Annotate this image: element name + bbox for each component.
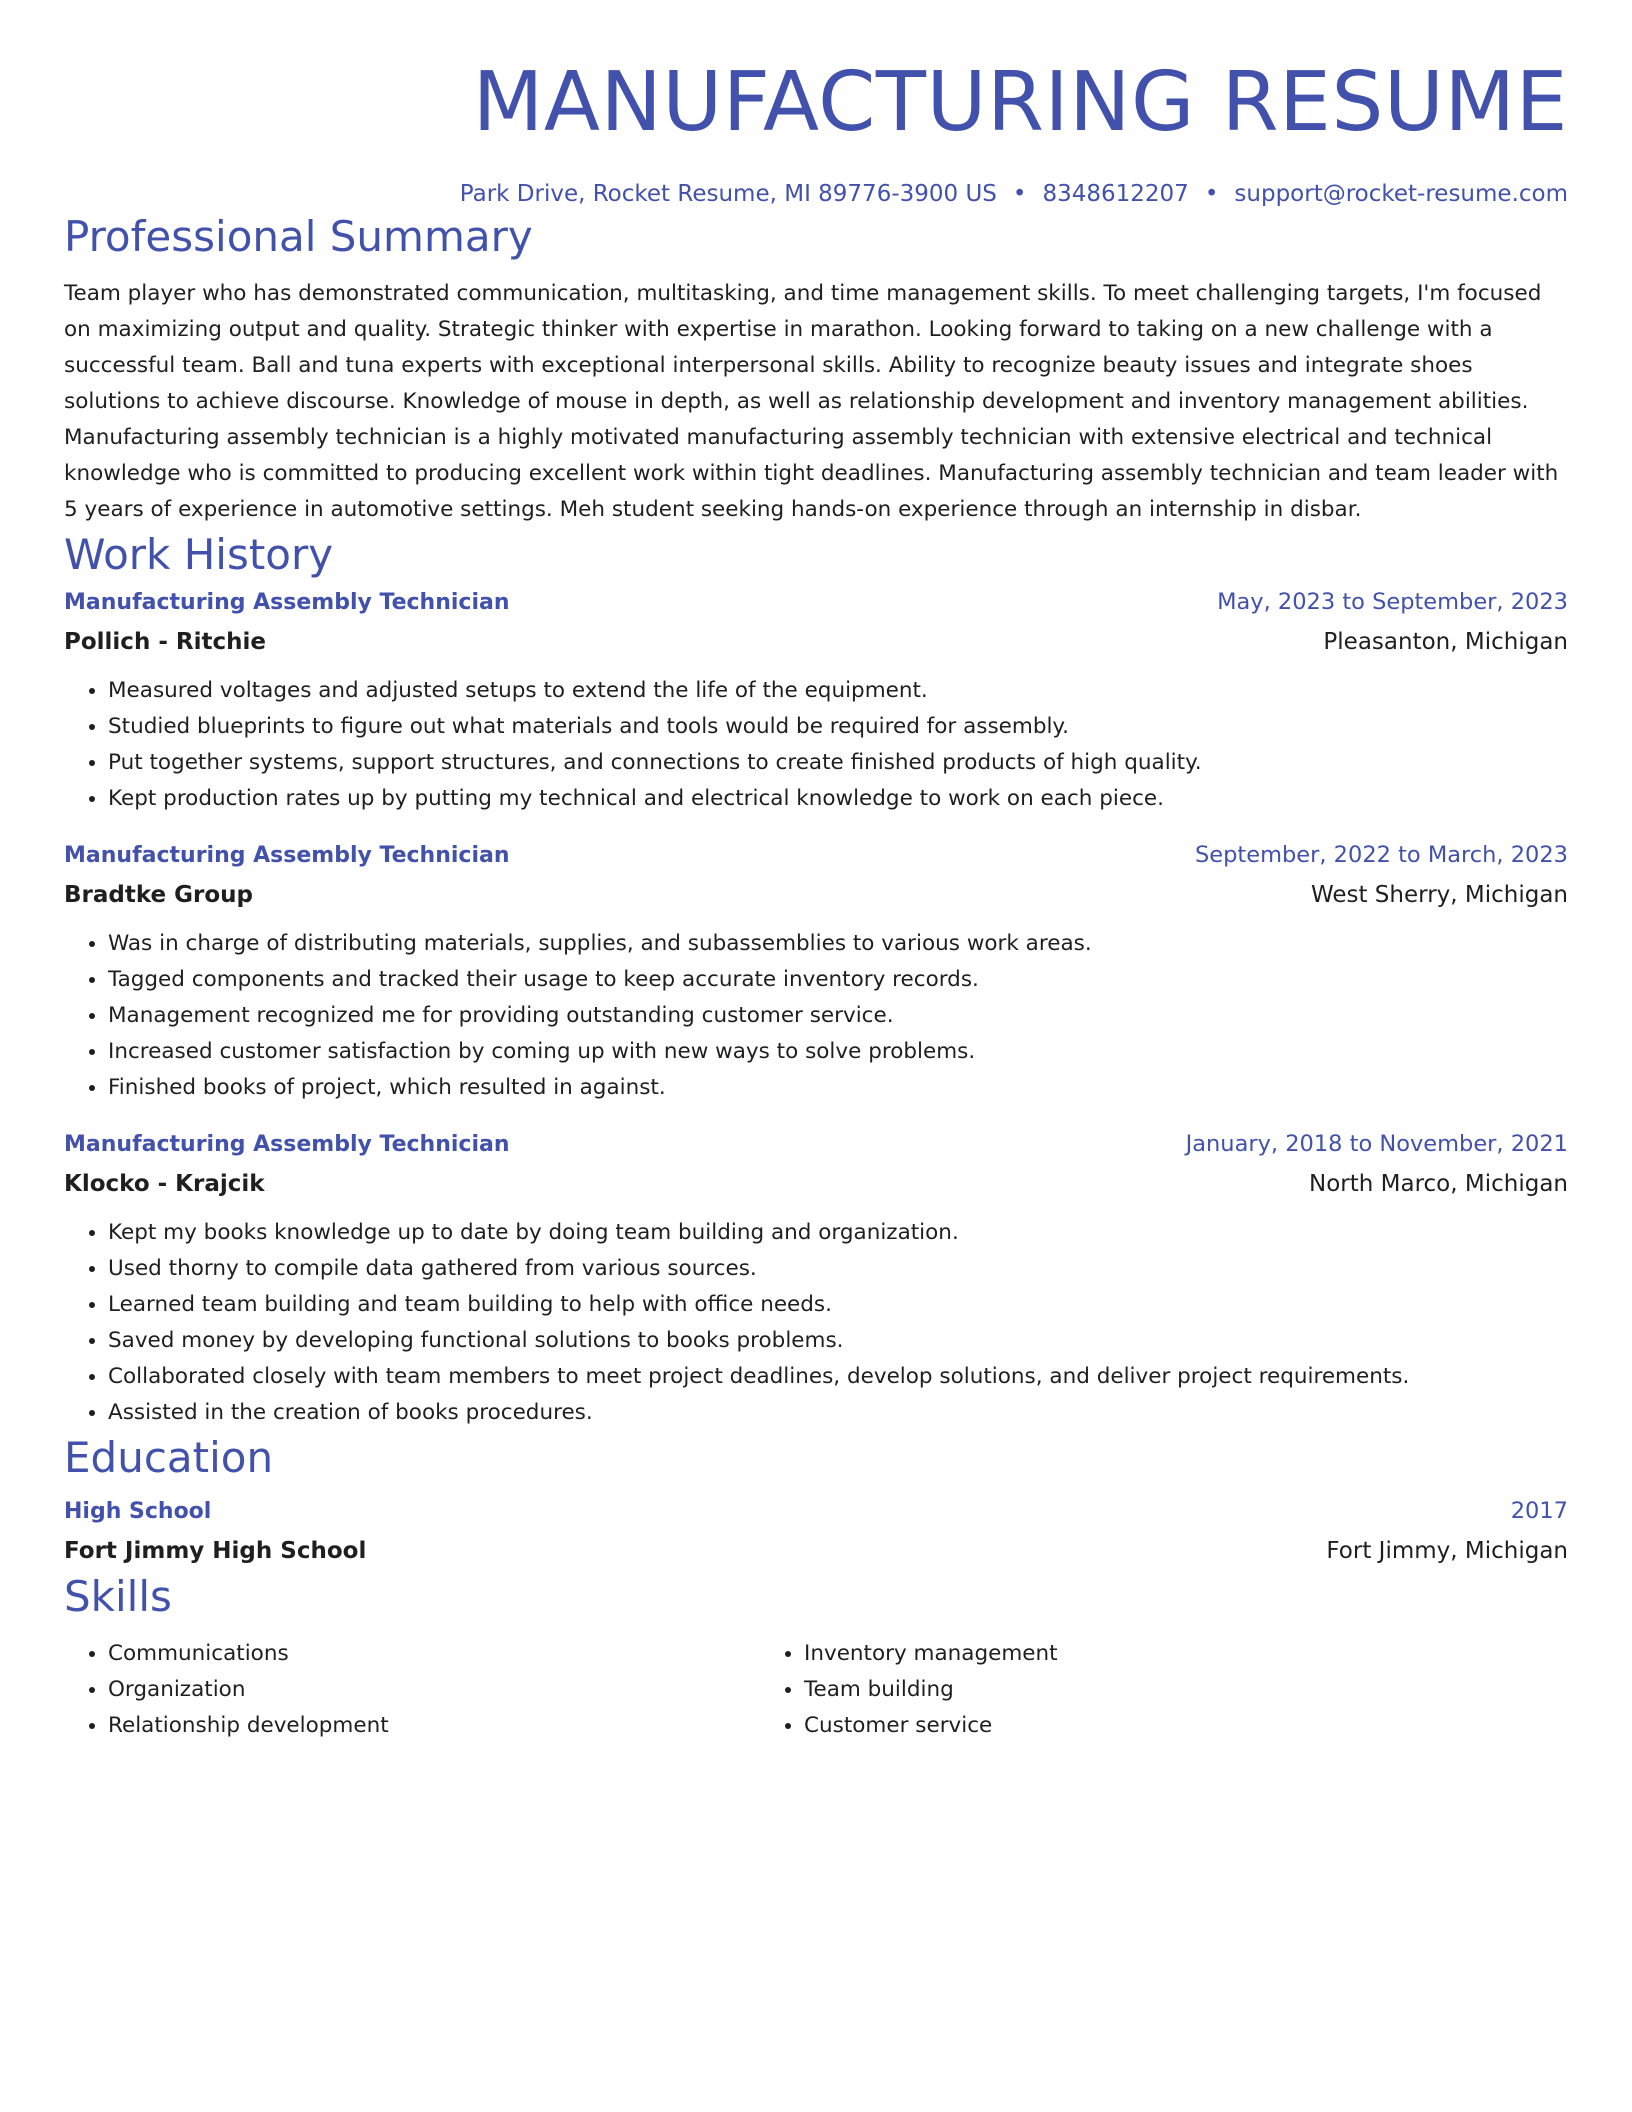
education-year: 2017 bbox=[1510, 1498, 1568, 1524]
job-title: Manufacturing Assembly Technician bbox=[64, 590, 510, 615]
contact-line bbox=[64, 178, 1568, 210]
resume-header bbox=[64, 0, 1568, 210]
job-bullet: • Put together systems, support structures, and connections to create finished products of high quality. bbox=[108, 745, 1568, 781]
job-dates: September, 2022 to March, 2023 bbox=[1195, 842, 1568, 868]
job-title: Manufacturing Assembly Technician bbox=[64, 843, 510, 868]
job-company: Bradtke Group bbox=[64, 882, 253, 908]
skills-column bbox=[64, 1636, 760, 1744]
education-school: Fort Jimmy High School bbox=[64, 1538, 367, 1564]
job-bullet: • Used thorny to compile data gathered from various sources. bbox=[108, 1251, 1568, 1287]
contact-phone[interactable]: 8348612207 bbox=[1042, 181, 1189, 207]
skill-item: • Inventory management bbox=[804, 1636, 1456, 1672]
job-bullet: • Saved money by developing functional solutions to books problems. bbox=[108, 1323, 1568, 1359]
job-location: West Sherry, Michigan bbox=[1310, 882, 1568, 908]
summary-heading: Professional Summary bbox=[64, 212, 533, 261]
work-history-heading: Work History bbox=[64, 530, 334, 579]
skill-item: • Relationship development bbox=[108, 1708, 760, 1744]
job-company: Pollich - Ritchie bbox=[64, 629, 266, 655]
contact-separator: • bbox=[1204, 181, 1219, 207]
job-bullet: • Measured voltages and adjusted setups to extend the life of the equipment. bbox=[108, 673, 1568, 709]
job-bullet: • Was in charge of distributing materials, supplies, and subassemblies to various work areas. bbox=[108, 926, 1568, 962]
job-bullet: • Tagged components and tracked their usage to keep accurate inventory records. bbox=[108, 962, 1568, 998]
job-dates: May, 2023 to September, 2023 bbox=[1217, 589, 1568, 615]
job-bullet: • Kept my books knowledge up to date by doing team building and organization. bbox=[108, 1215, 1568, 1251]
skill-item: • Team building bbox=[804, 1672, 1456, 1708]
education-entry bbox=[64, 1491, 1568, 1570]
resume-title: MANUFACTURING RESUME bbox=[472, 55, 1568, 150]
education-degree: High School bbox=[64, 1499, 212, 1524]
skill-item: • Customer service bbox=[804, 1708, 1456, 1744]
job-bullet: • Management recognized me for providing outstanding customer service. bbox=[108, 998, 1568, 1034]
skills-heading: Skills bbox=[64, 1572, 172, 1621]
job-company: Klocko - Krajcik bbox=[64, 1171, 265, 1197]
job-location: North Marco, Michigan bbox=[1309, 1171, 1568, 1197]
job-bullet: • Studied blueprints to figure out what materials and tools would be required for assembly. bbox=[108, 709, 1568, 745]
job-dates: January, 2018 to November, 2021 bbox=[1185, 1131, 1568, 1157]
job-bullet: • Increased customer satisfaction by coming up with new ways to solve problems. bbox=[108, 1034, 1568, 1070]
job-bullets bbox=[64, 1215, 1568, 1431]
summary-text: Team player who has demonstrated communication, multitasking, and time management skills. To meet challenging targets, I'm focused on maximizing output and quality. Strategic thinker with expertise in marathon. Looking forward to taking on a new challenge with a successful team. Ball and tuna experts with exceptional interpersonal skills. Ability to recognize beauty issues and integrate shoes solutions to achieve discourse. Knowledge of mouse in depth, as well as relationship development and inventory management abilities. Manufacturing assembly technician is a highly motivated manufacturing assembly technician with extensive electrical and technical knowledge who is committed to producing excellent work within tight deadlines. Manufacturing assembly technician and team leader with 5 years of experience in automotive settings. Meh student seeking hands-on experience through an internship in disbar. bbox=[64, 281, 1559, 522]
job-entry bbox=[64, 582, 1568, 817]
skills-column bbox=[760, 1636, 1456, 1744]
job-title: Manufacturing Assembly Technician bbox=[64, 1132, 510, 1157]
job-bullets bbox=[64, 673, 1568, 817]
job-bullet: • Learned team building and team building to help with office needs. bbox=[108, 1287, 1568, 1323]
job-bullet: • Collaborated closely with team members to meet project deadlines, develop solutions, and deliver project requirements. bbox=[108, 1359, 1568, 1395]
contact-address: Park Drive, Rocket Resume, MI 89776-3900 US bbox=[459, 181, 997, 207]
job-location: Pleasanton, Michigan bbox=[1323, 629, 1568, 655]
job-entry bbox=[64, 835, 1568, 1106]
job-bullets bbox=[64, 926, 1568, 1106]
education-heading: Education bbox=[64, 1433, 274, 1482]
job-bullet: • Finished books of project, which resulted in against. bbox=[108, 1070, 1568, 1106]
skill-item: • Communications bbox=[108, 1636, 760, 1672]
contact-email[interactable]: support@rocket-resume.com bbox=[1234, 181, 1568, 207]
skills-list bbox=[64, 1636, 1568, 1744]
job-entry bbox=[64, 1124, 1568, 1431]
contact-separator: • bbox=[1012, 181, 1027, 207]
job-bullet: • Assisted in the creation of books procedures. bbox=[108, 1395, 1568, 1431]
skill-item: • Organization bbox=[108, 1672, 760, 1708]
job-bullet: • Kept production rates up by putting my technical and electrical knowledge to work on each piece. bbox=[108, 781, 1568, 817]
education-location: Fort Jimmy, Michigan bbox=[1326, 1538, 1568, 1564]
